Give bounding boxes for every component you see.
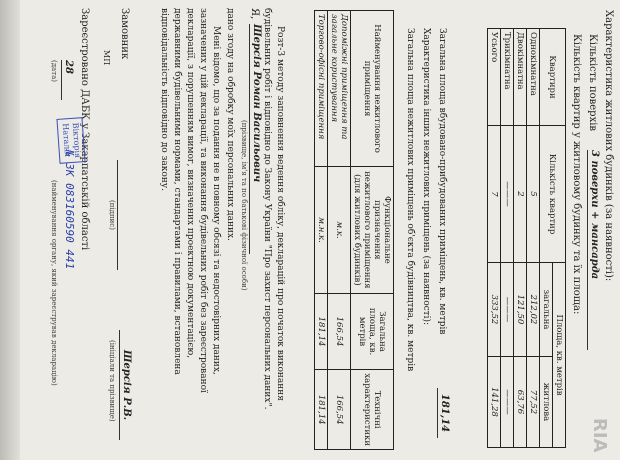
apt-count-cell: 2	[514, 126, 527, 263]
apt-total-cell: ———	[501, 263, 514, 357]
table-row	[315, 11, 328, 450]
table-row	[488, 29, 501, 448]
nonres-tech-header: Технічні характеристики	[351, 370, 394, 450]
apt-living-cell: 141,28	[488, 356, 501, 447]
nonres-func-cell: м.к.	[328, 167, 351, 293]
apt-area-header: Площа, кв. метрів	[553, 263, 566, 448]
body-line-5: зазначених у цій декларації, та виконання будівельних робіт без зареєстрованої	[198, 8, 208, 393]
table-row	[501, 29, 514, 448]
body-line-6: декларації, з порушенням вимог, визначених проектною документацією,	[185, 8, 195, 359]
nonresidential-table	[314, 10, 394, 450]
apt-total-cell: 333,52	[488, 263, 501, 357]
official-stamp	[56, 117, 85, 164]
apt-count-cell: 7	[488, 126, 501, 263]
apt-type-cell: Двокімнатна	[514, 29, 527, 126]
body-line-1: Розт-3 методу заповнення ведення обліку, декларацій про початок виконання	[275, 26, 285, 401]
apt-living-header: житлова	[540, 356, 553, 447]
consent-prefix: Я,	[249, 8, 260, 20]
stamp-line: Вікторія	[70, 122, 83, 159]
apt-living-cell: 77,52	[527, 356, 540, 447]
apt-total-cell: 121,50	[514, 263, 527, 357]
apt-living-cell: 63,76	[514, 356, 527, 447]
watermark-logo: RIA	[589, 418, 610, 453]
signature-caption: (підпис)	[108, 200, 116, 230]
table-row	[527, 29, 540, 448]
nonres-func-cell: м.н.к.	[315, 167, 328, 293]
nonres-func-header: Функціональне призначення нежитлового приміщення (для житлових будинків)	[351, 167, 394, 293]
apartments-table	[487, 28, 566, 448]
nonres-area-value: 181,14	[437, 388, 450, 438]
apartments-label: Кількість квартир у житловому будинку та їх площа:	[571, 34, 582, 315]
nonres-total-label: Загальна площа нежитлових приміщень об'єкта будівництва, кв. метрів	[405, 28, 415, 372]
nonres-area-header: Загальна площа, кв. метрів	[351, 293, 394, 370]
body-line-7: державними будівельними нормами, стандартами і правилами, встановлена	[172, 8, 182, 375]
apt-living-cell: ———	[501, 356, 514, 447]
registered-label: Зареєстровано ДАБК у Закарпатській області	[79, 8, 90, 251]
page-bottom-edge	[0, 0, 20, 460]
body-line-8: відповідальність відповідно до закону.	[159, 8, 169, 191]
apt-total-header: загальна	[540, 263, 553, 357]
table-row	[514, 29, 527, 448]
nonres-area-cell: 181,14	[315, 293, 328, 370]
floors-value: 3 поверхи + мансарда	[587, 150, 600, 350]
nonres-char-label: Характеристика інших нежитлових приміщень (за наявності):	[421, 28, 431, 326]
reg-caption-left: (дата)	[50, 60, 58, 82]
customer-name: Шерсія Р.В.	[119, 330, 132, 440]
mp-label: МП	[102, 50, 111, 66]
housing-characteristics-heading: Характеристика житлових будинків (за наявності):	[603, 10, 614, 282]
nonres-tech-cell: 181,14	[315, 370, 328, 450]
registration-number: № ЗК 083160590 441	[63, 150, 76, 270]
signature-line	[117, 160, 130, 270]
floors-label: Кількість поверхів	[587, 34, 598, 132]
body-line-2: будівельних робіт і відповідно до Закону України "Про захист персональних даних".	[262, 8, 272, 410]
consent-name: Шерсія Роман Васильович	[249, 24, 262, 254]
apt-type-header: Квартири	[540, 29, 566, 126]
table-row	[328, 11, 351, 450]
apt-type-cell: Усього	[488, 29, 501, 126]
apt-count-cell: 5	[527, 126, 540, 263]
nonres-name-cell: Допоміжні приміщення та загальне користування	[328, 11, 351, 167]
apt-count-header: Кількість квартир	[540, 126, 566, 263]
stamp-line: Наталія	[60, 123, 73, 158]
customer-label: Замовник	[119, 8, 130, 60]
nonres-area-cell: 166,54	[328, 293, 351, 370]
apt-type-cell: Однокімнатна	[527, 29, 540, 126]
apt-total-cell: 212,02	[527, 263, 540, 357]
nonres-name-cell: Торгово-офісні приміщення	[315, 11, 328, 167]
nonres-area-label: Загальна площа вбудовано-прибудованих приміщень, кв. метрів	[437, 28, 447, 335]
nonres-name-header: Найменування нежитлового приміщення	[351, 11, 394, 167]
apt-count-cell: ———	[501, 126, 514, 263]
body-line-3: дано згоду на обробку моїх персональних даних.	[225, 8, 235, 241]
customer-name-caption: (ініціали та прізвище)	[108, 340, 116, 422]
consent-name-caption: (прізвище, ім'я та по батькові фізичної особи)	[240, 120, 248, 291]
reg-caption-right: (найменування органу, який зареєстрував декларацію)	[50, 180, 58, 386]
apt-type-cell: Трикімнатна	[501, 29, 514, 126]
nonres-tech-cell: 166,54	[328, 370, 351, 450]
body-line-4: Мені відомо, що за подання не в повному обсязі та недостовірних даних,	[211, 26, 221, 375]
reg-date-day: 28	[61, 60, 74, 100]
